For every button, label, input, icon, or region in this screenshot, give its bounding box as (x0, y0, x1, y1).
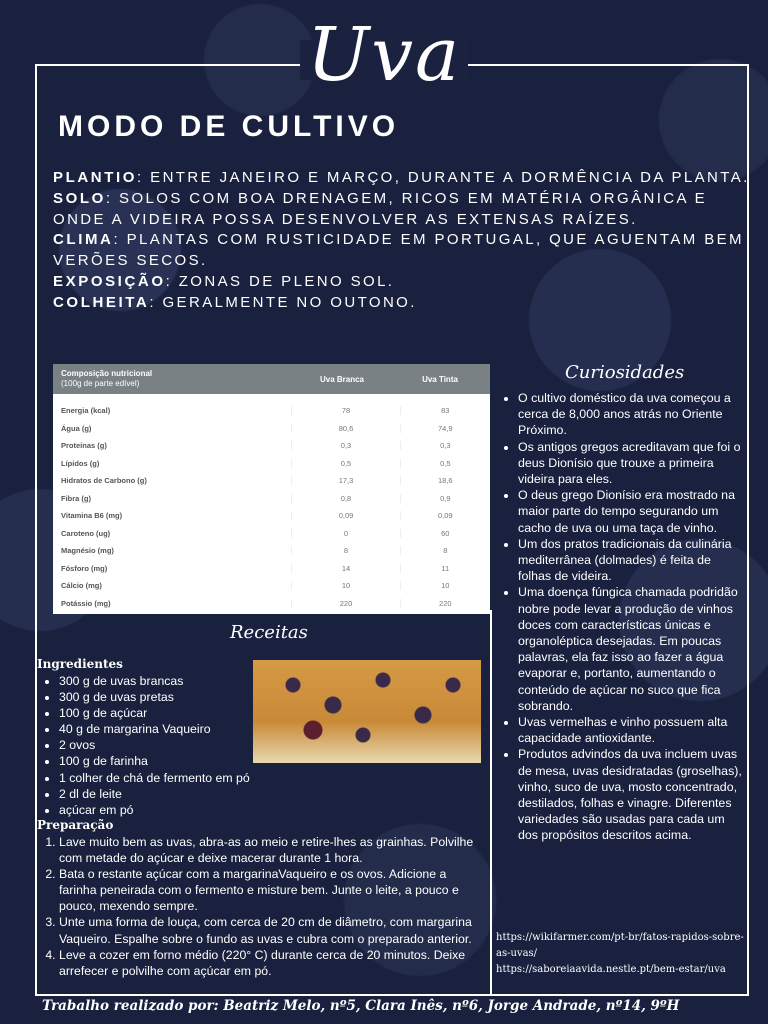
curiosidade-item: • Um dos pratos tradicionais da culinária mediterrânea (dolmades) é feita de folhas de videira. (518, 536, 745, 585)
table-row (53, 542, 490, 560)
table-row (53, 595, 490, 613)
ingredient-item: • 1 colher de chá de fermento em pó (59, 770, 300, 786)
table-cell-tinta: 74,9 (400, 424, 490, 433)
table-body (53, 394, 490, 612)
ingredient-item: • 300 g de uvas brancas (59, 673, 300, 689)
source-link[interactable]: https://wikifarmer.com/pt-br/fatos-rapidos-sobre-as-uvas/ (496, 932, 744, 959)
table-cell-name: Caroteno (ug) (61, 528, 111, 538)
cultivo-plantio: PLANTIO: ENTRE JANEIRO E MARÇO, DURANTE A DORMÊNCIA DA PLANTA. (53, 169, 750, 186)
table-cell-branca: 0,3 (291, 441, 399, 450)
prep-title: Preparação (37, 818, 114, 832)
page-title: Uva (306, 12, 462, 98)
table-row (53, 560, 490, 578)
curiosidade-item: • Uma doença fúngica chamada podridão nobre pode levar a produção de vinhos doces com características únicas e organoléptica desejadas. Em poucas palavras, ela faz isso ao fazer a água evaporar e, portanto, aumentando o conteúdo de açúcar no suco que fica sobrando. (518, 584, 745, 714)
table-cell-name: Hidratos de Carbono (g) (61, 476, 147, 486)
table-cell-tinta: 18,6 (400, 476, 490, 485)
table-cell-name: Vitamina B6 (mg) (61, 511, 123, 521)
cake-photo (253, 660, 481, 763)
table-cell-branca: 0,5 (291, 459, 399, 468)
prep-step: 3. Unte uma forma de louça, com cerca de 20 cm de diâmetro, com margarina Vaqueiro. Espalhe sobre o fundo as uvas e cubra com o preparado anterior. (59, 914, 483, 946)
ingredient-item: • 2 dl de leite (59, 786, 300, 802)
table-cell-tinta: 10 (400, 581, 490, 590)
source-link[interactable]: https://saboreiaavida.nestle.pt/bem-estar/uva (496, 964, 726, 975)
source-links (496, 930, 746, 978)
table-cell-branca: 10 (291, 581, 399, 590)
table-row (53, 577, 490, 595)
table-cell-tinta: 220 (400, 599, 490, 608)
ingredient-item: • 100 g de açúcar (59, 705, 300, 721)
cultivo-colheita: COLHEITA: GERALMENTE NO OUTONO. (53, 293, 417, 311)
ingredient-item: • 2 ovos (59, 737, 300, 753)
table-header-tinta: Uva Tinta (422, 374, 458, 384)
table-header (53, 364, 490, 394)
curiosidades-list (505, 390, 745, 844)
cultivo-exposicao: EXPOSIÇÃO: ZONAS DE PLENO SOL. (53, 272, 395, 290)
table-cell-name: Água (g) (61, 423, 92, 433)
curiosidade-item: • Produtos advindos da uva incluem uvas de mesa, uvas desidratadas (groselhas), vinho, suco de uva, mosto concentrado, destilados, folhas e vinagre. Diferentes variedades são usadas para cada um dos propósitos descritos acima. (518, 746, 745, 843)
table-cell-branca: 17,3 (291, 476, 399, 485)
prep-steps (38, 834, 483, 979)
table-cell-branca: 220 (291, 599, 399, 608)
table-header-branca: Uva Branca (319, 374, 365, 384)
ingredient-item: • 100 g de farinha (59, 753, 300, 769)
table-row (53, 402, 490, 420)
table-cell-tinta: 83 (400, 406, 490, 415)
table-row (53, 420, 490, 438)
table-cell-name: Fósforo (mg) (61, 563, 108, 573)
table-cell-name: Potássio (mg) (61, 598, 111, 608)
curiosidade-item: • O cultivo doméstico da uva começou a cerca de 8,000 anos atrás no Oriente Próximo. (518, 390, 745, 439)
table-cell-name: Proteínas (g) (61, 441, 107, 451)
curiosidade-item: • O deus grego Dionísio era mostrado na maior parte do tempo segurando um cacho de uva ou uma taça de vinho. (518, 487, 745, 536)
table-header-composition: Composição nutricional (100g de parte edível) (61, 369, 153, 388)
curiosidade-item: • Uvas vermelhas e vinho possuem alta capacidade antioxidante. (518, 714, 745, 746)
table-row (53, 472, 490, 490)
table-cell-tinta: 0,5 (400, 459, 490, 468)
table-cell-tinta: 0,3 (400, 441, 490, 450)
table-cell-name: Cálcio (mg) (61, 581, 102, 591)
table-row (53, 507, 490, 525)
curiosidade-item: • Os antigos gregos acreditavam que foi o deus Dionísio que trouxe a primeira videira para eles. (518, 439, 745, 488)
table-row (53, 455, 490, 473)
section-title: MODO DE CULTIVO (58, 110, 400, 143)
table-row (53, 437, 490, 455)
receitas-title: Receitas (230, 622, 308, 643)
ingredient-item: • 40 g de margarina Vaqueiro (59, 721, 300, 737)
table-cell-name: Fibra (g) (61, 493, 91, 503)
prep-step: 1. Lave muito bem as uvas, abra-as ao meio e retire-lhes as grainhas. Polvilhe com metade do açúcar e deixe macerar durante 1 hora. (59, 834, 483, 866)
footer-credits: Trabalho realizado por: Beatriz Melo, nº5, Clara Inês, nº6, Jorge Andrade, nº14, 9ºH (42, 998, 680, 1014)
table-cell-name: Energia (kcal) (61, 406, 111, 416)
cultivo-clima: CLIMA: PLANTAS COM RUSTICIDADE EM PORTUGAL, QUE AGUENTAM BEM VERÕES SECOS. (53, 231, 744, 270)
curiosidades-title: Curiosidades (565, 362, 685, 383)
cultivo-text (53, 168, 753, 314)
ingredient-item: • 300 g de uvas pretas (59, 689, 300, 705)
column-divider (490, 610, 492, 995)
prep-step: 4. Leve a cozer em forno médio (220° C) durante cerca de 20 minutos. Deixe arrefecer e polvilhe com açúcar em pó. (59, 947, 483, 979)
table-cell-tinta: 0,9 (400, 494, 490, 503)
table-cell-branca: 0,8 (291, 494, 399, 503)
ingredients-title: Ingredientes (37, 657, 123, 671)
table-cell-branca: 0 (291, 529, 399, 538)
table-cell-branca: 14 (291, 564, 399, 573)
cultivo-solo: SOLO: SOLOS COM BOA DRENAGEM, RICOS EM MATÉRIA ORGÂNICA E ONDE A VIDEIRA POSSA DESENVOLVER AS EXTENSAS RAÍZES. (53, 189, 708, 228)
table-cell-tinta: 0,09 (400, 511, 490, 520)
table-row (53, 490, 490, 508)
table-row (53, 525, 490, 543)
table-cell-name: Magnésio (mg) (61, 546, 114, 556)
prep-step: 2. Bata o restante açúcar com a margarinaVaqueiro e os ovos. Adicione a farinha peneirada com o fermento e misture bem. Junte o leite, a pouco e pouco, mexendo sempre. (59, 866, 483, 914)
table-cell-tinta: 60 (400, 529, 490, 538)
table-cell-branca: 78 (291, 406, 399, 415)
nutrition-table (53, 364, 490, 614)
table-cell-branca: 0,09 (291, 511, 399, 520)
table-cell-name: Lípidos (g) (61, 458, 100, 468)
table-cell-tinta: 8 (400, 546, 490, 555)
table-cell-branca: 8 (291, 546, 399, 555)
ingredient-item: • açúcar em pó (59, 802, 300, 818)
table-cell-branca: 80,6 (291, 424, 399, 433)
table-cell-tinta: 11 (400, 564, 490, 573)
